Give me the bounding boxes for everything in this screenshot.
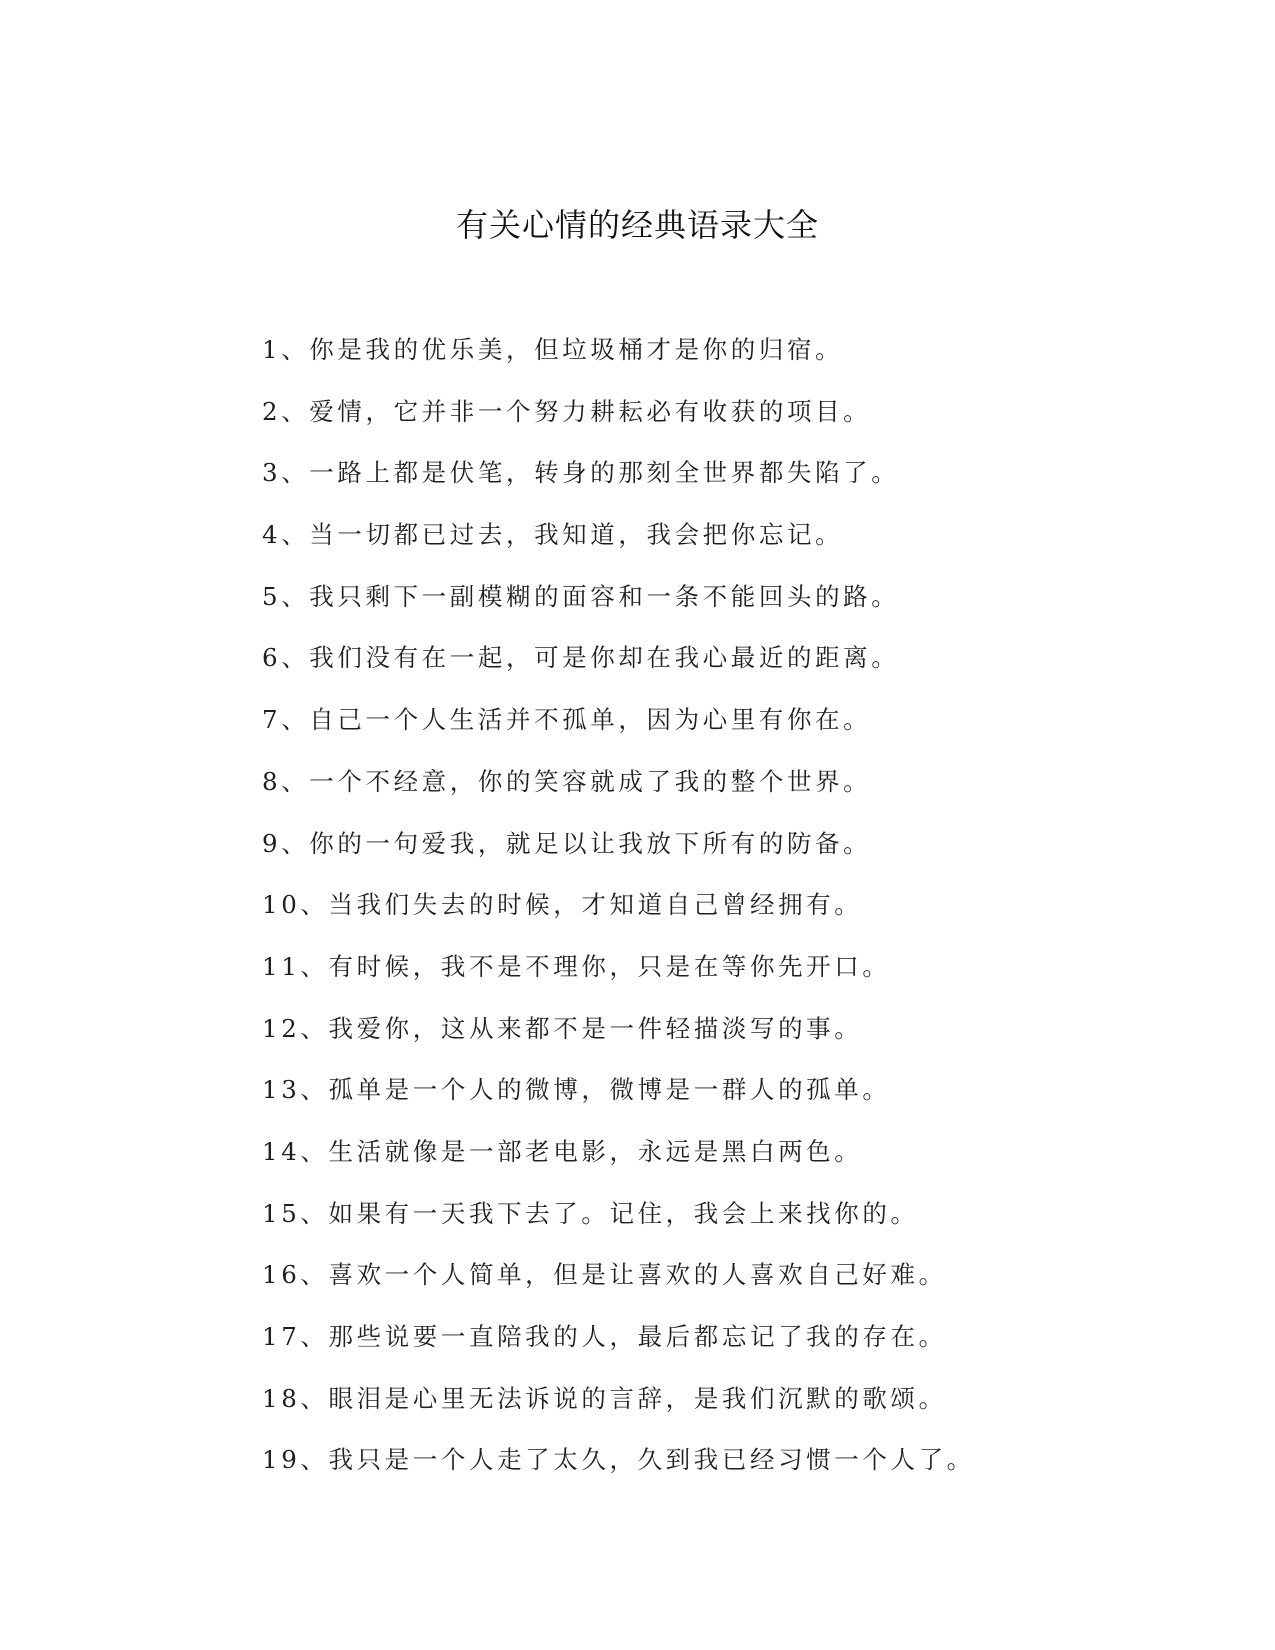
quote-item: 12、我爱你，这从来都不是一件轻描淡写的事。 [262, 1013, 863, 1043]
quote-item: 15、如果有一天我下去了。记住，我会上来找你的。 [262, 1198, 919, 1228]
quote-item: 8、一个不经意，你的笑容就成了我的整个世界。 [262, 766, 872, 796]
quote-item: 11、有时候，我不是不理你，只是在等你先开口。 [262, 951, 891, 981]
quote-item: 4、当一切都已过去，我知道，我会把你忘记。 [262, 520, 844, 550]
quote-item: 5、我只剩下一副模糊的面容和一条不能回头的路。 [262, 581, 900, 611]
quote-item: 6、我们没有在一起，可是你却在我心最近的距离。 [262, 643, 900, 673]
document-title: 有关心情的经典语录大全 [455, 206, 819, 244]
quote-item: 1、你是我的优乐美，但垃圾桶才是你的归宿。 [262, 335, 844, 364]
quote-item: 13、孤单是一个人的微博，微博是一群人的孤单。 [262, 1075, 891, 1105]
quote-item: 17、那些说要一直陪我的人，最后都忘记了我的存在。 [262, 1322, 947, 1351]
quote-item: 9、你的一句爱我，就足以让我放下所有的防备。 [262, 828, 872, 858]
quote-item: 18、眼泪是心里无法诉说的言辞，是我们沉默的歌颂。 [262, 1383, 947, 1413]
quote-item: 16、喜欢一个人简单，但是让喜欢的人喜欢自己好难。 [262, 1260, 947, 1290]
quote-item: 10、当我们失去的时候，才知道自己曾经拥有。 [262, 890, 863, 920]
quote-list [262, 333, 1022, 1505]
quote-item: 3、一路上都是伏笔，转身的那刻全世界都失陷了。 [262, 458, 900, 488]
quote-item: 7、自己一个人生活并不孤单，因为心里有你在。 [262, 705, 872, 735]
quote-item: 14、生活就像是一部老电影，永远是黑白两色。 [262, 1136, 863, 1166]
quote-item: 19、我只是一个人走了太久，久到我已经习惯一个人了。 [262, 1445, 975, 1475]
quote-item: 2、爱情，它并非一个努力耕耘必有收获的项目。 [262, 396, 872, 426]
